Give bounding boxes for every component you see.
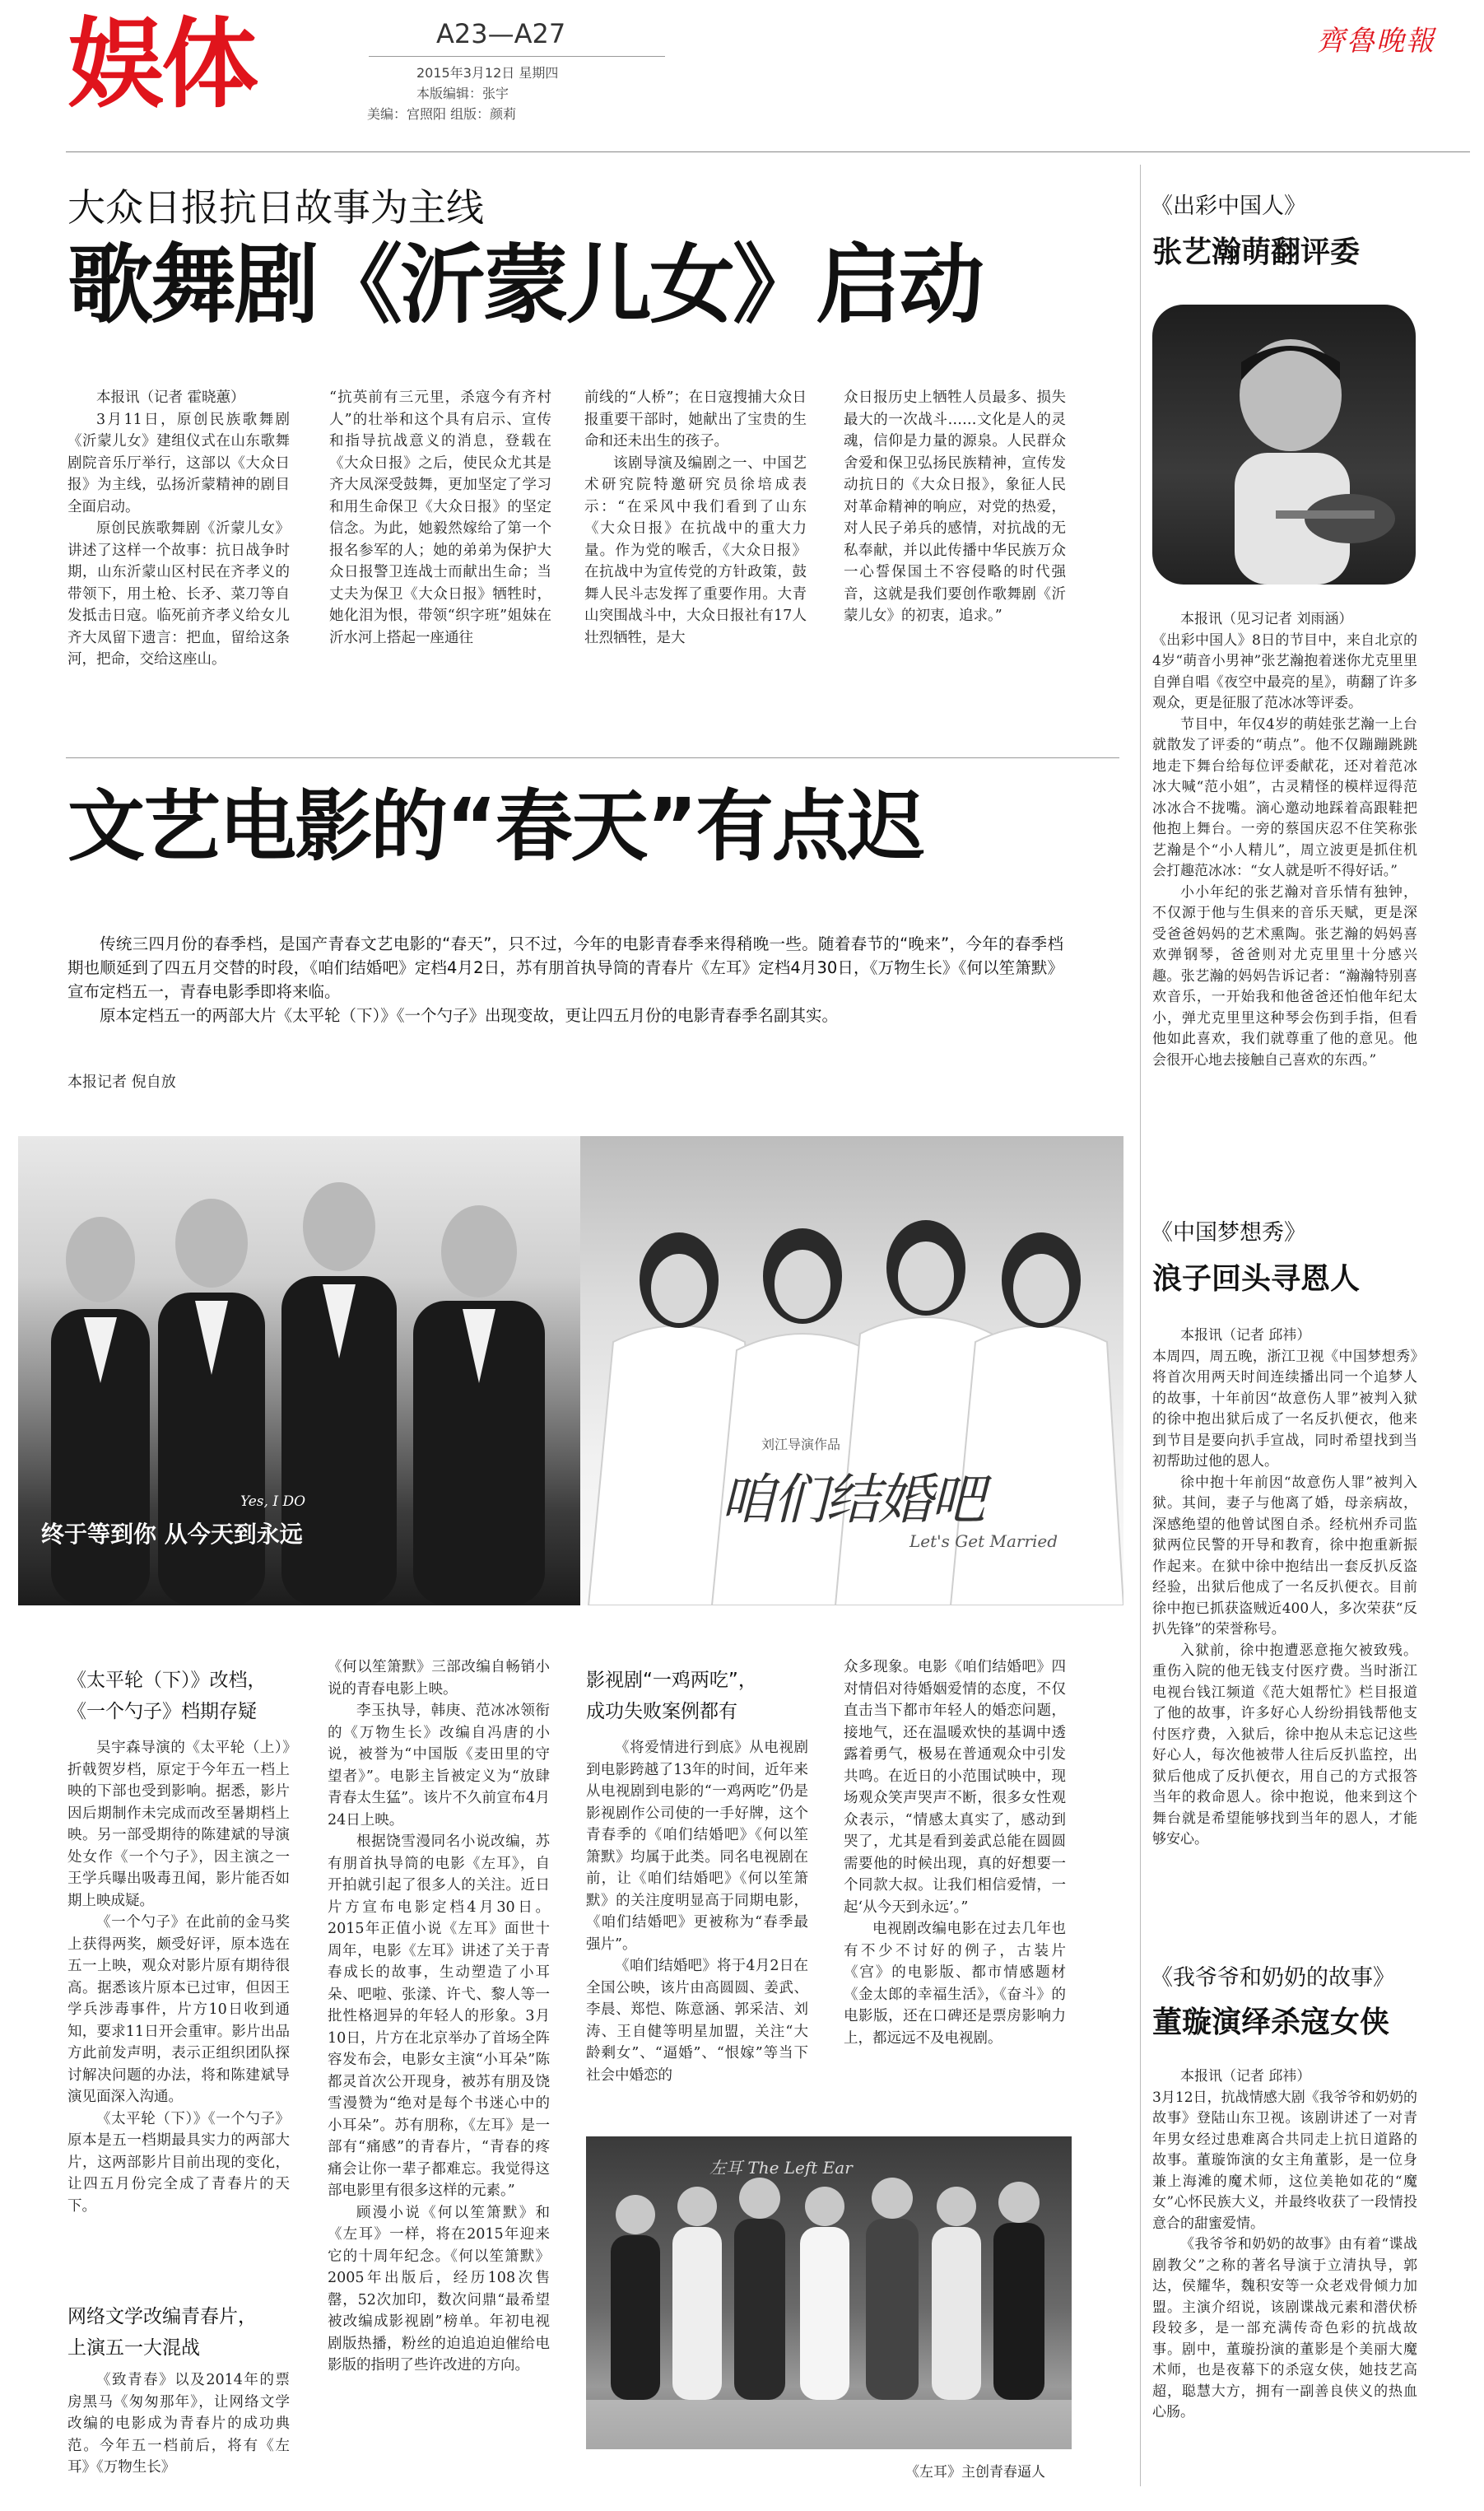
paragraph: 《我爷爷和奶奶的故事》由有着“谍战剧教父”之称的著名导演于立清执导，郭达，侯耀华，魏积安等一众老戏骨倾力加盟。主演介绍说，该剧谍战元素和潜伏桥段较多，是一部充满传奇色彩的抗战故事。剧中，董璇扮演的董影是个美丽大魔术师，也是夜幕下的杀寇女侠，她技艺高超，聪慧大方，拥有一副善良侠义的热血心肠。 bbox=[1152, 2236, 1417, 2420]
poster-tagline-en: Yes, I DO bbox=[240, 1493, 306, 1510]
sidebar-s2-body bbox=[1152, 1325, 1417, 1851]
paragraph: 该剧导演及编剧之一、中国艺术研究院特邀研究员徐培成表示：“在采风中我们看到了山东《大众日报》在抗战中的重大力量。作为党的喉舌，《大众日报》在抗战中为宣传党的方针政策，鼓舞人民斗志发挥了重要作用。大青山突围战斗中，大众日报社有17人壮烈牺牲，是大 bbox=[584, 454, 807, 646]
photo-caption: 《左耳》主创青春逼人 bbox=[905, 2464, 1045, 2481]
section-logo: 娱体 bbox=[67, 7, 256, 121]
sidebar-divider bbox=[1140, 165, 1141, 2486]
poster-groomsmen bbox=[18, 1136, 580, 1605]
page-editor: 本版编辑：张宇 bbox=[416, 86, 509, 101]
lead-paragraph: 原本定档五一的两部大片《太平轮（下）》《一个勺子》出现变故，更让四五月份的电影青春季名副其实。 bbox=[100, 1006, 839, 1025]
poster-director: 刘江导演作品 bbox=[761, 1437, 841, 1452]
paragraph: 入狱前，徐中抱遭恶意拖欠被致残。重伤入院的他无钱支付医疗费。当时浙江电视台钱江频道《范大姐帮忙》栏目报道了他的故事，许多好心人纷纷捐钱帮他支付医疗费，入狱后，徐中抱从未忘记这些好心人，每次他被带人往后反扒监控，出狱后他成了反扒便衣，用自己的方式报答当年的救命恩人。徐中抱说，他来到这个舞台就是希望能够找到当年的恩人，才能够安心。 bbox=[1152, 1642, 1417, 1847]
paragraph: 节目中，年仅4岁的萌娃张艺瀚一上台就散发了评委的“萌点”。他不仅蹦蹦跳跳地走下舞台给每位评委献花，还对着范冰冰大喊“范小姐”，古灵精怪的模样逗得范冰冰合不拢嘴。滴心邀动地踩着高跟鞋把他抱上舞台。一旁的蔡国庆忍不住笑称张艺瀚是个“小人精儿”，周立波更是抓住机会打趣范冰冰：“女人就是听不得好话。” bbox=[1152, 715, 1417, 879]
paragraph: 《出彩中国人》8日的节目中，来自北京的4岁“萌音小男神”张艺瀚抱着迷你尤克里里自弹自唱《夜空中最亮的星》，萌翻了许多观众，更是征服了范冰冰等评委。 bbox=[1152, 631, 1417, 711]
child-illustration bbox=[1152, 305, 1416, 585]
sidebar-s1-label: 《出彩中国人》 bbox=[1151, 193, 1306, 219]
paragraph: 本周四，周五晚，浙江卫视《中国梦想秀》将首次用两天时间连续播出同一个追梦人的故事，十年前因“故意伤人罪”被判入狱的徐中抱出狱后成了一名反扒便衣，他来到节目是要向扒手宣战，同时希望找到当初帮助过他的恩人。 bbox=[1152, 1348, 1417, 1470]
story1-col2 bbox=[329, 387, 551, 649]
page-range: A23—A27 bbox=[436, 18, 566, 49]
story2-lead bbox=[67, 932, 1063, 1027]
paragraph: 徐中抱十年前因“故意伤人罪”被判入狱。其间，妻子与他离了婚，母亲病故，深感绝望的他曾试图自杀。经杭州乔司监狱两位民警的开导和教育，徐中抱重新振作起来。在狱中徐中抱结出一套反扒反盗经验，出狱后他成了一名反扒便衣。目前徐中抱已抓获盗贼近400人，多次荣获“反扒先锋”的荣誉称号。 bbox=[1152, 1474, 1417, 1638]
paragraph: 电视剧改编电影在过去几年也有不少不讨好的例子，古装片《宫》的电影版、都市情感题材《金太郎的幸福生活》，《奋斗》的电影版，还在口碑还是票房影响力上，都远远不及电视剧。 bbox=[844, 1921, 1066, 2047]
story1-headline: 歌舞剧《沂蒙儿女》启动 bbox=[67, 235, 983, 335]
photo-backdrop-logo: 左耳 The Left Ear bbox=[709, 2158, 853, 2178]
sidebar-s3-body bbox=[1152, 2066, 1417, 2424]
subhead-line: 《一个勺子》档期存疑 bbox=[67, 1701, 257, 1722]
poster-title: 咱们结婚吧 bbox=[720, 1468, 984, 1531]
sidebar-s2-title: 浪子回头寻恩人 bbox=[1152, 1262, 1361, 1296]
subhead-3 bbox=[586, 1665, 833, 1727]
subhead-line: 上演五一大混战 bbox=[67, 2337, 200, 2359]
paragraph: 《将爱情进行到底》从电视剧到电影跨越了13年的时间，近年来从电视剧到电影的“一鸡两吃”仍是影视剧作公司使的一手好牌，这个青春季的《咱们结婚吧》《何以笙箫默》均属于此类。同名电视剧在前，让《咱们结婚吧》《何以笙箫默》的关注度明显高于同期电影，《咱们结婚吧》更被称为“春季最强片”。 bbox=[586, 1740, 808, 1953]
byline: 本报讯（见习记者 刘雨涵） bbox=[1180, 611, 1353, 627]
byline: 本报讯（记者 邱祎） bbox=[1180, 1327, 1311, 1344]
paragraph: 《太平轮（下）》《一个勺子》原本是五一档期最具实力的两部大片，这两部影片目前出现的变化，让四五月份完全成了青春片的天下。 bbox=[67, 2110, 290, 2215]
paragraph: 3月12日，抗战情感大剧《我爷爷和奶奶的故事》登陆山东卫视。该剧讲述了一对青年男女经过患难离合共同走上抗日道路的故事。董璇饰演的女主角董影，是一位身兼上海滩的魔术师，这位美艳如花的“魔女”心怀民族大义，并最终收获了一段情投意合的甜蜜爱情。 bbox=[1152, 2089, 1417, 2232]
lead-paragraph: 传统三四月份的春季档，是国产青春文艺电影的“春天”，只不过，今年的电影青春季来得稍晚一些。随着春节的“晚来”，今年的春季档期也顺延到了四五月交替的时段，《咱们结婚吧》定档4月2日，苏有朋首执导筒的青春片《左耳》定档4月30日，《万物生长》《何以笙箫默》宣布定档五一，青春电影季即将来临。 bbox=[67, 934, 1063, 1001]
paragraph: 《致青春》以及2014年的票房黑马《匆匆那年》，让网络文学改编的电影成为青春片的成功典范。今年五一档前后，将有《左耳》《万物生长》 bbox=[67, 2372, 290, 2476]
newspaper-logo: 齊魯晚報 bbox=[1317, 25, 1435, 58]
byline: 本报讯（记者 邱祎） bbox=[1180, 2068, 1311, 2085]
story2-headline: 文艺电影的“春天”有点迟 bbox=[67, 782, 923, 872]
paragraph: 原创民族歌舞剧《沂蒙儿女》讲述了这样一个故事：抗日战争时期，山东沂蒙山区村民在齐孝义的带领下，用土枪、长矛、菜刀等自发抵击日寇。临死前齐孝义给女儿齐大凤留下遗言：把血，留给这条河，把命，交给这座山。 bbox=[67, 520, 290, 668]
paragraph: 《何以笙箫默》三部改编自畅销小说的青春电影上映。 bbox=[328, 1659, 550, 1698]
child-performer-photo bbox=[1152, 305, 1416, 585]
top-rule bbox=[66, 151, 1470, 152]
story1-kicker: 大众日报抗日故事为主线 bbox=[67, 185, 484, 230]
masthead-divider bbox=[369, 56, 665, 57]
paragraph: 小小年纪的张艺瀚对音乐情有独钟，不仅源于他与生俱来的音乐天赋，更是深受爸爸妈妈的艺术熏陶。张艺瀚的妈妈喜欢弹钢琴，爸爸则对尤克里里十分感兴趣。张艺瀚的妈妈告诉记者：“瀚瀚特别喜欢音乐，一开始我和他爸爸还怕他年纪太小，弹尤克里里这种琴会伤到手指，但看他如此喜欢，我们就尊重了他的意见。他会很开心地去接触自己喜欢的东西。” bbox=[1152, 883, 1417, 1069]
paragraph: 《一个勺子》在此前的金马奖上获得两奖，颇受好评，原本选在五一上映，观众对影片原有期待很高。据悉该片原本已过审，但因王学兵涉毒事件，片方10日收到通知，要求11日开会重审。影片出品方此前发声明，表示正组织团队探讨解决问题的办法，将和陈建斌导演见面深入沟通。 bbox=[67, 1914, 290, 2105]
paragraph: 前线的“人桥”；在日寇搜捕大众日报重要干部时，她献出了宝贵的生命和还未出生的孩子。 bbox=[584, 389, 807, 450]
subhead-line: 网络文学改编青春片， bbox=[67, 2306, 257, 2327]
story1-col1 bbox=[67, 387, 290, 671]
subhead-line: 《太平轮（下）》改档， bbox=[67, 1670, 267, 1691]
story1-col4 bbox=[844, 387, 1066, 627]
subhead-line: 成功失败案例都有 bbox=[586, 1701, 737, 1722]
paragraph: 根据饶雪漫同名小说改编，苏有朋首执导筒的电影《左耳》，自开拍就引起了很多人的关注。近日片方宣布电影定档4月30日。2015年正值小说《左耳》面世十周年，电影《左耳》讲述了关于青春成长的故事，生动塑造了小耳朵、吧啦、张漾、许弋、黎人等一批性格迥异的年轻人的形象。3月10日，片方在北京举办了首场全阵容发布会，电影女主演“小耳朵”陈都灵首次公开现身，被苏有朋及饶雪漫赞为“绝对是每个书迷心中的小耳朵”。苏有朋称，《左耳》是一部有“痛感”的青春片，“青春的疼痛会让你一辈子都难忘。我觉得这部电影里有很多这样的元素。” bbox=[328, 1833, 550, 2199]
paragraph: 吴宇森导演的《太平轮（上）》折戟贺岁档，原定于今年五一档上映的下部也受到影响。据悉，影片因后期制作未完成而改至暑期档上映。另一部受期待的陈建斌的导演处女作《一个勺子》，因主演之一王学兵曝出吸毒丑闻，影片能否如期上映成疑。 bbox=[67, 1740, 290, 1909]
sidebar-s1-title: 张艺瀚萌翻评委 bbox=[1152, 235, 1361, 269]
byline: 本报讯（记者 霍晓蕙） bbox=[96, 389, 245, 406]
story2-col4 bbox=[844, 1656, 1066, 2049]
paragraph: 李玉执导，韩庚、范冰冰领衔的《万物生长》改编自冯唐的小说，被誉为“中国版《麦田里的守望者》”。电影主旨被定义为“放肆青春太生猛”。该片不久前宣布4月24日上映。 bbox=[328, 1703, 550, 1829]
sidebar-s3-label: 《我爷爷和奶奶的故事》 bbox=[1151, 1965, 1395, 1991]
poster-brides bbox=[580, 1136, 1123, 1605]
poster-tagline: 终于等到你 从今天到永远 bbox=[41, 1521, 303, 1548]
paragraph: “抗英前有三元里，杀寇今有齐村人”的壮举和这个具有启示、宣传和指导抗战意义的消息，登载在《大众日报》之后，使民众尤其是齐大凤深受鼓舞，更加坚定了学习和用生命保卫《大众日报》的坚定信念。为此，她毅然嫁给了第一个报名参军的人；她的弟弟为保护大众日报警卫连战士而献出生命；当丈夫为保卫《大众日报》牺牲时，她化泪为恨，带领“织字班”姐妹在沂水河上搭起一座通往 bbox=[329, 389, 551, 646]
subhead-line: 影视剧“一鸡两吃”， bbox=[586, 1670, 757, 1691]
design-credit: 美编：宫照阳 组版：颜莉 bbox=[367, 106, 517, 122]
story1-col3 bbox=[584, 387, 807, 649]
story2-col1 bbox=[67, 1737, 290, 2217]
story2-col2 bbox=[328, 1656, 550, 2377]
paragraph: 众日报历史上牺牲人员最多、损失最大的一次战斗……文化是人的灵魂，信仰是力量的源泉。人民群众舍爱和保卫弘扬民族精神，宣传发动抗日的《大众日报》，象征人民对革命精神的响应，对党的热爱，对人民子弟兵的感情，对抗战的无私奉献，并以此传播中华民族万众一心誓保国土不容侵略的时代强音，这就是我们要创作歌舞剧《沂蒙儿女》的初衷，追求。” bbox=[844, 389, 1066, 624]
story2-byline: 本报记者 倪自放 bbox=[67, 1074, 176, 1091]
story-divider bbox=[66, 757, 1119, 758]
sidebar-s1-body bbox=[1152, 609, 1417, 1071]
cast-illustration bbox=[586, 2136, 1072, 2449]
sidebar-s3-title: 董璇演绎杀寇女侠 bbox=[1152, 2006, 1390, 2039]
issue-date: 2015年3月12日 星期四 bbox=[416, 65, 559, 81]
paragraph: 顾漫小说《何以笙箫默》和《左耳》一样，将在2015年迎来它的十周年纪念。《何以笙箫默》2005年出版后，经历108次售罄，52次加印，数次问鼎“最希望被改编成影视剧”榜单。年初电视剧版热播，粉丝的迫追迫迫催给电影版的指明了些许改进的方向。 bbox=[328, 2204, 550, 2374]
sidebar-s2-label: 《中国梦想秀》 bbox=[1151, 1220, 1306, 1246]
poster-title-en: Let's Get Married bbox=[909, 1531, 1058, 1551]
paragraph: 3月11日，原创民族歌舞剧《沂蒙儿女》建组仪式在山东歌舞剧院音乐厅举行，这部以《大众日报》为主线，弘扬沂蒙精神的剧目全面启动。 bbox=[67, 411, 290, 515]
paragraph: 《咱们结婚吧》将于4月2日在全国公映，该片由高圆圆、姜武、李晨、郑恺、陈意涵、郭采洁、刘涛、王自健等明星加盟，关注“大龄剩女”、“逼婚”、“恨嫁”等当下社会中婚恋的 bbox=[586, 1958, 808, 2084]
story2-col1b bbox=[67, 2369, 290, 2479]
subhead-2 bbox=[67, 2301, 314, 2364]
story2-col3 bbox=[586, 1737, 808, 2086]
subhead-1 bbox=[67, 1665, 314, 1727]
left-ear-cast-photo bbox=[586, 2136, 1072, 2449]
paragraph: 众多现象。电影《咱们结婚吧》四对情侣对待婚姻爱情的态度，不仅直击当下都市年轻人的婚恋问题，接地气，还在温暖欢快的基调中透露着勇气，极易在普通观众中引发共鸣。在近日的小范围试映中，现场观众笑声哭声不断，很多女性观众表示，“情感太真实了，感动到哭了，尤其是看到姜武总能在圆圆需要他的时候出现，真的好想要一个同款大叔。让我们相信爱情，一起‘从今天到永远’。” bbox=[844, 1659, 1066, 1916]
